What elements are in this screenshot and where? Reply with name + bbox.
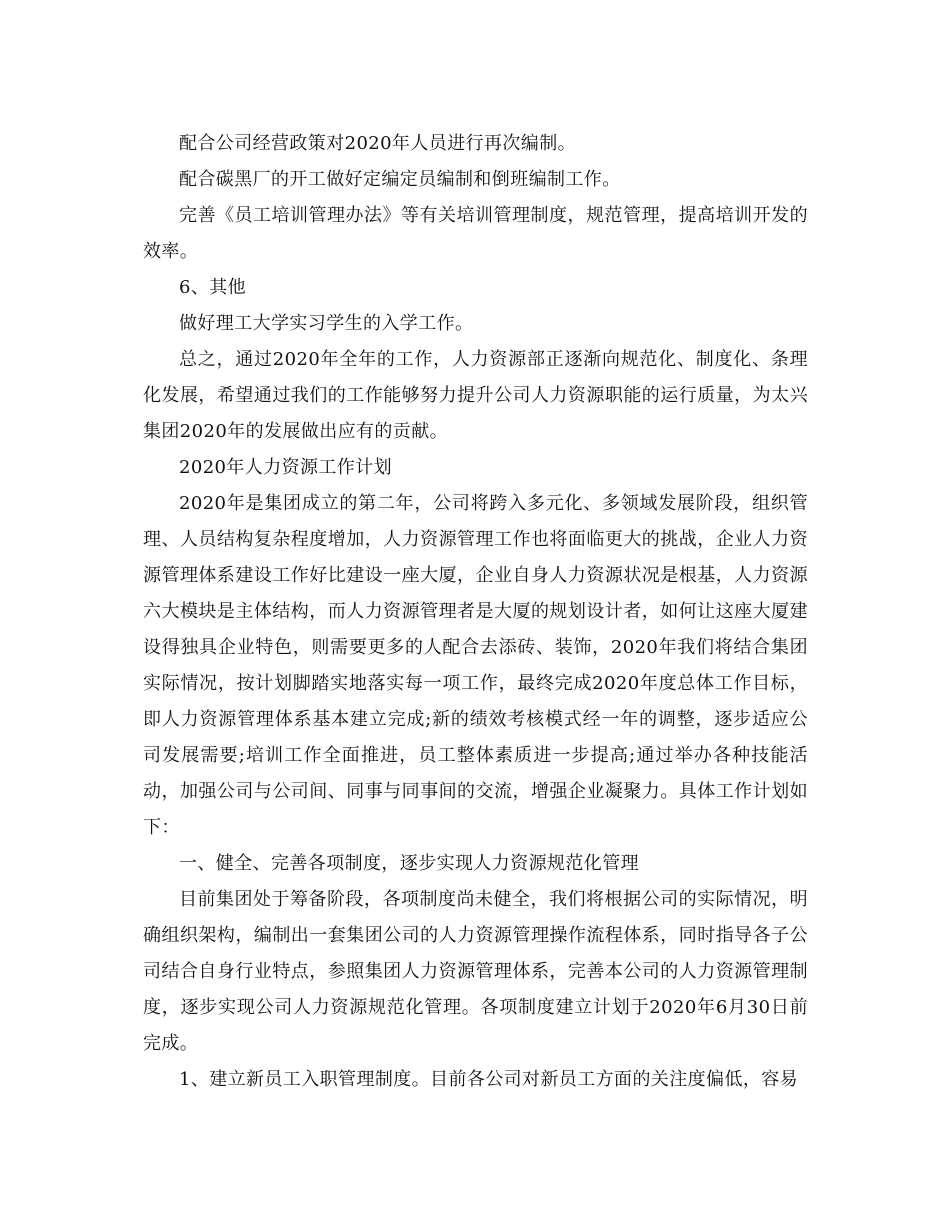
section-heading: 一、健全、完善各项制度，逐步实现人力资源规范化管理 xyxy=(179,853,639,874)
paragraph: 做好理工大学实习学生的入学工作。 xyxy=(179,313,474,334)
paragraph: 配合碳黑厂的开工做好定编定员编制和倒班编制工作。 xyxy=(179,169,621,190)
document-body xyxy=(143,126,808,1098)
paragraph: 配合公司经营政策对2020年人员进行再次编制。 xyxy=(179,133,577,154)
document-subtitle: 2020年人力资源工作计划 xyxy=(179,457,393,478)
paragraph: 完善《员工培训管理办法》等有关培训管理制度，规范管理，提高培训开发的效率。 xyxy=(143,205,808,262)
paragraph: 1、建立新员工入职管理制度。目前各公司对新员工方面的关注度偏低，容易 xyxy=(179,1069,799,1090)
paragraph: 总之，通过2020年全年的工作，人力资源部正逐渐向规范化、制度化、条理化发展，希望通过我们的工作能够努力提升公司人力资源职能的运行质量，为太兴集团2020年的发展做出应有的贡献。 xyxy=(143,349,808,442)
paragraph: 目前集团处于筹备阶段，各项制度尚未健全，我们将根据公司的实际情况，明确组织架构，编制出一套集团公司的人力资源管理操作流程体系，同时指导各子公司结合自身行业特点，参照集团人力资源管理体系，完善本公司的人力资源管理制度，逐步实现公司人力资源规范化管理。各项制度建立计划于2020年6月30日前完成。 xyxy=(143,889,808,1054)
section-heading: 6、其他 xyxy=(179,277,247,298)
paragraph: 2020年是集团成立的第二年，公司将跨入多元化、多领域发展阶段，组织管理、人员结构复杂程度增加，人力资源管理工作也将面临更大的挑战，企业人力资源管理体系建设工作好比建设一座大厦，企业自身人力资源状况是根基，人力资源六大模块是主体结构，而人力资源管理者是大厦的规划设计者，如何让这座大厦建设得独具企业特色，则需要更多的人配合去添砖、装饰，2020年我们将结合集团实际情况，按计划脚踏实地落实每一项工作，最终完成2020年度总体工作目标，即人力资源管理体系基本建立完成;新的绩效考核模式经一年的调整，逐步适应公司发展需要;培训工作全面推进，员工整体素质进一步提高;通过举办各种技能活动，加强公司与公司间、同事与同事间的交流，增强企业凝聚力。具体工作计划如下： xyxy=(143,493,808,838)
